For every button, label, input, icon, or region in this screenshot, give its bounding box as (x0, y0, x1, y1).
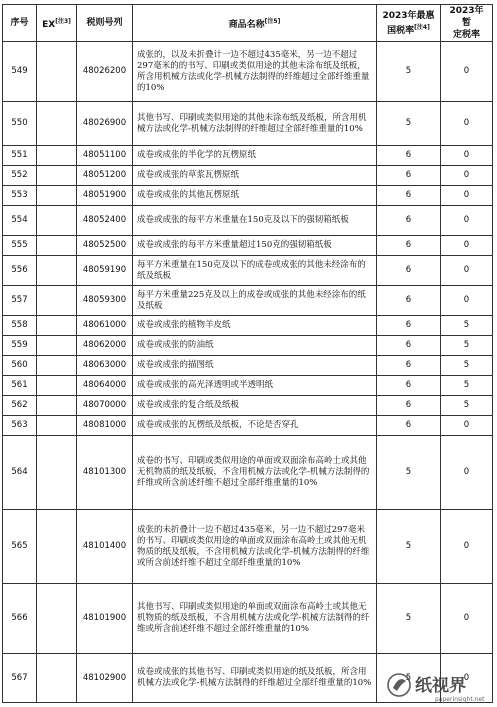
header-desc-note: [注5] (264, 17, 281, 25)
table-row (3, 186, 493, 206)
row-description: 成卷或成张的草浆瓦楞原纸 (133, 166, 377, 186)
row-description: 成卷或成张的植物羊皮纸 (133, 316, 377, 336)
table-row (3, 102, 493, 146)
row-mfn-rate: 6 (377, 316, 441, 336)
row-description: 其他书写、印刷或类似用途的其他未涂布纸及纸板，所含用机械方法或化学-机械方法制得的纤维超过全部纤维重量的10% (133, 102, 377, 146)
row-mfn-rate: 6 (377, 186, 441, 206)
row-mfn-rate: 5 (377, 654, 441, 703)
row-description: 成张的未折叠计一边不超过435毫米，另一边不超过297毫米的书写、印刷或类似用途的单面或双面涂布高岭土或其他无机物质的纸及纸板，不含用机械方法或化学-机械方法制得的纤维或所含前述纤维不超过全部纤维重量的10% (133, 510, 377, 584)
row-description: 成卷或成张的其他瓦楞原纸 (133, 186, 377, 206)
row-ex (37, 416, 77, 436)
table-row (3, 436, 493, 510)
row-tariff-code: 48051100 (77, 146, 133, 166)
header-ex: EX[注3] (37, 5, 77, 42)
row-mfn-rate: 5 (377, 510, 441, 584)
row-ex (37, 436, 77, 510)
header-provisional-rate: 2023年暂 定税率 (441, 5, 493, 42)
table-row (3, 336, 493, 356)
row-number: 555 (3, 236, 37, 256)
row-provisional-rate: 0 (441, 436, 493, 510)
row-description: 成卷或成张的高光泽透明或半透明纸 (133, 376, 377, 396)
row-number: 564 (3, 436, 37, 510)
row-tariff-code: 48051900 (77, 186, 133, 206)
row-mfn-rate: 6 (377, 236, 441, 256)
table-row (3, 146, 493, 166)
row-tariff-code: 48026900 (77, 102, 133, 146)
row-description: 每平方米重量225克及以上的成卷或成张的其他未经涂布的纸及纸板 (133, 286, 377, 316)
row-mfn-rate: 5 (377, 42, 441, 102)
row-mfn-rate: 6 (377, 416, 441, 436)
row-tariff-code: 48059190 (77, 256, 133, 286)
tariff-table (2, 4, 493, 703)
row-number: 559 (3, 336, 37, 356)
table-row (3, 416, 493, 436)
table-row (3, 206, 493, 236)
row-number: 551 (3, 146, 37, 166)
table-row (3, 316, 493, 336)
row-ex (37, 102, 77, 146)
row-ex (37, 146, 77, 166)
row-ex (37, 316, 77, 336)
header-mfn-note: [注4] (414, 23, 430, 31)
row-ex (37, 584, 77, 654)
row-number: 558 (3, 316, 37, 336)
row-tariff-code: 48059300 (77, 286, 133, 316)
row-provisional-rate: 0 (441, 236, 493, 256)
row-provisional-rate: 5 (441, 396, 493, 416)
table-row (3, 166, 493, 186)
row-ex (37, 166, 77, 186)
row-description: 成卷或成张的每平方米重量超过150克的强韧箱纸板 (133, 236, 377, 256)
row-mfn-rate: 6 (377, 396, 441, 416)
row-tariff-code: 48062000 (77, 336, 133, 356)
row-mfn-rate: 5 (377, 102, 441, 146)
row-tariff-code: 48061000 (77, 316, 133, 336)
row-mfn-rate: 6 (377, 146, 441, 166)
row-ex (37, 236, 77, 256)
row-number: 554 (3, 206, 37, 236)
row-mfn-rate: 6 (377, 336, 441, 356)
row-mfn-rate: 6 (377, 206, 441, 236)
row-tariff-code: 48070000 (77, 396, 133, 416)
row-provisional-rate: 0 (441, 654, 493, 703)
row-ex (37, 356, 77, 376)
row-tariff-code: 48026200 (77, 42, 133, 102)
header-mfn-rate: 2023年最惠 国税率[注4] (377, 5, 441, 42)
row-provisional-rate: 5 (441, 316, 493, 336)
watermark-sub: paperinsight.net (435, 696, 485, 703)
row-number: 549 (3, 42, 37, 102)
row-provisional-rate: 0 (441, 286, 493, 316)
row-tariff-code: 48052400 (77, 206, 133, 236)
row-tariff-code: 48051200 (77, 166, 133, 186)
row-tariff-code: 48063000 (77, 356, 133, 376)
row-ex (37, 186, 77, 206)
row-mfn-rate: 6 (377, 376, 441, 396)
row-description: 每平方米重量在150克及以下的成卷或成张的其他未经涂布的纸及纸板 (133, 256, 377, 286)
row-tariff-code: 48102900 (77, 654, 133, 703)
row-description: 成卷或成张的半化学的瓦楞原纸 (133, 146, 377, 166)
row-description: 成卷或成张的复合纸及纸板 (133, 396, 377, 416)
row-number: 562 (3, 396, 37, 416)
row-number: 560 (3, 356, 37, 376)
row-mfn-rate: 6 (377, 256, 441, 286)
row-ex (37, 376, 77, 396)
table-row (3, 510, 493, 584)
row-provisional-rate: 0 (441, 102, 493, 146)
row-provisional-rate: 0 (441, 206, 493, 236)
row-description: 其他书写、印刷或类似用途的单面或双面涂布高岭土或其他无机物质的纸及纸板，不含用机械方法或化学-机械方法制得的纤维或所含前述纤维不超过全部纤维重量的10% (133, 584, 377, 654)
row-tariff-code: 48064000 (77, 376, 133, 396)
row-provisional-rate: 0 (441, 42, 493, 102)
table-row (3, 256, 493, 286)
row-provisional-rate: 5 (441, 356, 493, 376)
row-tariff-code: 48101400 (77, 510, 133, 584)
row-number: 552 (3, 166, 37, 186)
row-number: 566 (3, 584, 37, 654)
watermark-logo (385, 669, 493, 705)
row-number: 556 (3, 256, 37, 286)
row-ex (37, 510, 77, 584)
row-provisional-rate: 0 (441, 166, 493, 186)
table-row (3, 396, 493, 416)
table-row (3, 286, 493, 316)
table-body (3, 42, 493, 703)
header-ex-note: [注3] (55, 17, 71, 25)
row-tariff-code: 48081000 (77, 416, 133, 436)
table-row (3, 356, 493, 376)
row-number: 557 (3, 286, 37, 316)
row-tariff-code: 48052500 (77, 236, 133, 256)
row-ex (37, 396, 77, 416)
row-provisional-rate: 0 (441, 510, 493, 584)
row-description: 成卷或成张的防油纸 (133, 336, 377, 356)
row-provisional-rate: 0 (441, 256, 493, 286)
row-description: 成卷或成张的瓦楞纸及纸板，不论是否穿孔 (133, 416, 377, 436)
row-number: 561 (3, 376, 37, 396)
row-ex (37, 206, 77, 236)
header-desc: 商品名称[注5] (133, 5, 377, 42)
table-row (3, 236, 493, 256)
tariff-table-page (2, 4, 492, 703)
row-number: 567 (3, 654, 37, 703)
row-ex (37, 256, 77, 286)
row-number: 550 (3, 102, 37, 146)
watermark-text: 纸视界 (415, 676, 466, 696)
row-description: 成卷的书写、印刷或类似用途的单面或双面涂布高岭土或其他无机物质的纸及纸板，不含用机械方法或化学-机械方法制得的纤维或所含前述纤维不超过全部纤维重量的10% (133, 436, 377, 510)
table-row (3, 584, 493, 654)
table-row (3, 376, 493, 396)
row-mfn-rate: 6 (377, 356, 441, 376)
header-code: 税则号列 (77, 5, 133, 42)
row-provisional-rate: 0 (441, 146, 493, 166)
row-ex (37, 654, 77, 703)
row-tariff-code: 48101900 (77, 584, 133, 654)
table-header (3, 5, 493, 42)
row-ex (37, 286, 77, 316)
row-mfn-rate: 6 (377, 286, 441, 316)
row-provisional-rate: 5 (441, 336, 493, 356)
row-description: 成卷或成张的描图纸 (133, 356, 377, 376)
row-number: 553 (3, 186, 37, 206)
row-provisional-rate: 0 (441, 186, 493, 206)
row-provisional-rate: 0 (441, 584, 493, 654)
row-number: 563 (3, 416, 37, 436)
row-description: 成卷或成张的每平方米重量在150克及以下的强韧箱纸板 (133, 206, 377, 236)
row-tariff-code: 48101300 (77, 436, 133, 510)
row-ex (37, 42, 77, 102)
row-description: 成卷或成张的其他书写、印刷或类似用途的纸及纸板，所含用机械方法或化学-机械方法制得的纤维超过全部纤维重量的10% (133, 654, 377, 703)
row-mfn-rate: 5 (377, 436, 441, 510)
row-mfn-rate: 5 (377, 584, 441, 654)
row-provisional-rate: 5 (441, 376, 493, 396)
table-row (3, 42, 493, 102)
row-ex (37, 336, 77, 356)
header-no: 序号 (3, 5, 37, 42)
row-description: 成张的，以及未折叠计一边不超过435毫米，另一边不超过297毫米的的书写、印刷或类似用途的其他未涂布纸及纸板，所含用机械方法或化学-机械方法制得的纤维超过全部纤维重量的10% (133, 42, 377, 102)
row-provisional-rate: 0 (441, 416, 493, 436)
row-number: 565 (3, 510, 37, 584)
row-mfn-rate: 6 (377, 166, 441, 186)
